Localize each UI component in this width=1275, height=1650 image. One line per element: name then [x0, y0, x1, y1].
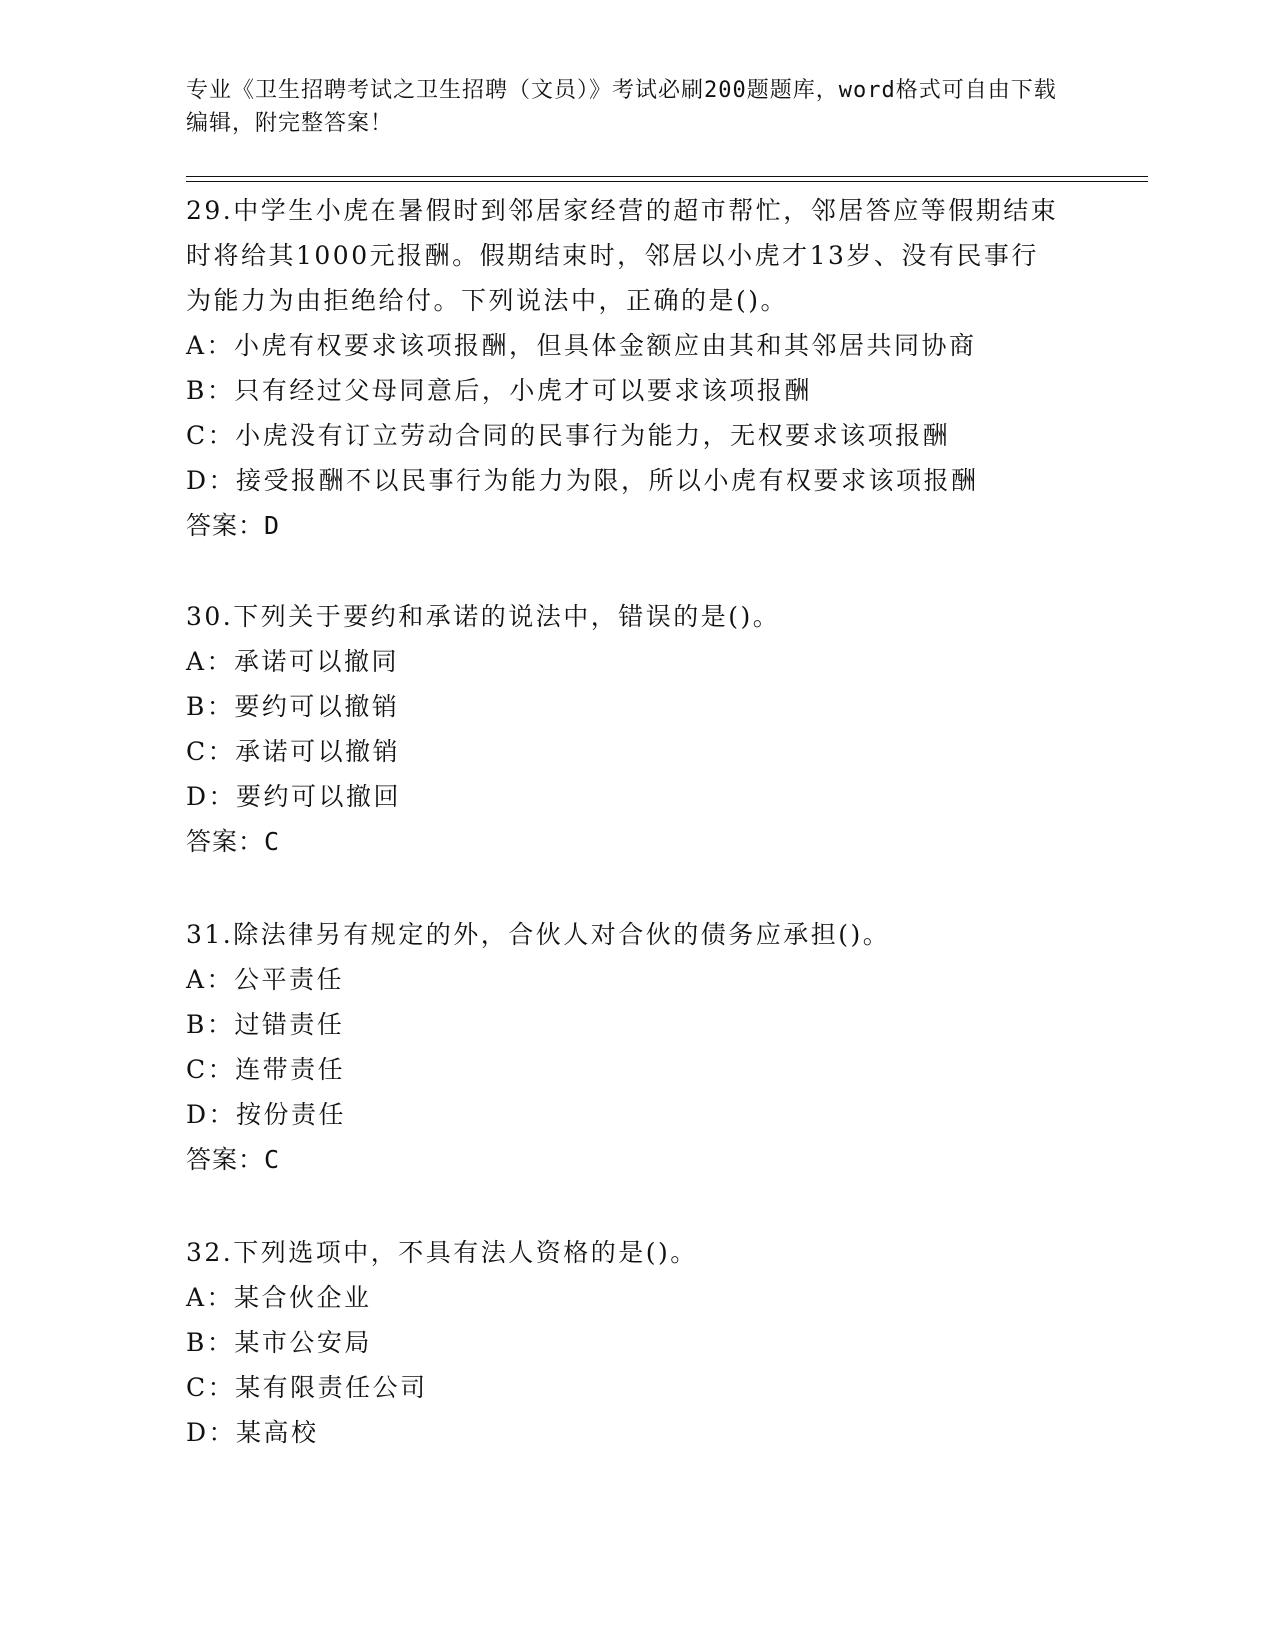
- option-d: D：接受报酬不以民事行为能力为限，所以小虎有权要求该项报酬: [186, 466, 979, 495]
- option-c: C：承诺可以撤销: [186, 737, 401, 766]
- option-a: A：小虎有权要求该项报酬，但具体金额应由其和其邻居共同协商: [186, 331, 977, 360]
- option-d: D：按份责任: [186, 1100, 347, 1129]
- document-header: 专业《卫生招聘考试之卫生招聘（文员）》考试必刷200题题库，word格式可自由下载编辑，附完整答案！: [186, 78, 1057, 136]
- option-b: B：某市公安局: [186, 1328, 372, 1357]
- answer-value: D: [264, 511, 281, 540]
- answer-label: 答案：: [186, 1145, 265, 1174]
- answer-line: [186, 819, 1086, 864]
- option-b: B：要约可以撤销: [186, 692, 400, 721]
- answer-line: [186, 503, 1086, 548]
- question-29: [186, 188, 1086, 548]
- option-a: A：某合伙企业: [186, 1283, 372, 1312]
- question-stem: 31.除法律另有规定的外，合伙人对合伙的债务应承担()。: [186, 920, 891, 949]
- question-stem: 32.下列选项中，不具有法人资格的是()。: [186, 1238, 698, 1267]
- question-30: [186, 594, 1086, 864]
- answer-value: C: [264, 1145, 281, 1174]
- answer-line: [186, 1137, 1086, 1182]
- option-d: D：要约可以撤回: [186, 782, 402, 811]
- question-stem: 30.下列关于要约和承诺的说法中，错误的是()。: [186, 602, 781, 631]
- answer-label: 答案：: [186, 511, 265, 540]
- question-31: [186, 912, 1086, 1182]
- option-c: C：某有限责任公司: [186, 1373, 428, 1402]
- question-32: [186, 1230, 1086, 1455]
- option-b: B：过错责任: [186, 1010, 345, 1039]
- option-c: C：小虎没有订立劳动合同的民事行为能力，无权要求该项报酬: [186, 421, 951, 450]
- option-d: D：某高校: [186, 1418, 319, 1447]
- option-a: A：承诺可以撤同: [186, 647, 400, 676]
- option-b: B：只有经过父母同意后，小虎才可以要求该项报酬: [186, 376, 812, 405]
- header-rule-bottom: [186, 181, 1148, 182]
- header-rule-top: [186, 176, 1148, 177]
- option-a: A：公平责任: [186, 965, 345, 994]
- question-stem: 29.中学生小虎在暑假时到邻居家经营的超市帮忙，邻居答应等假期结束时将给其1000元报酬。假期结束时，邻居以小虎才13岁、没有民事行为能力为由拒绝给付。下列说法中，正确的是()。: [186, 196, 1059, 315]
- answer-label: 答案：: [186, 827, 265, 856]
- option-c: C：连带责任: [186, 1055, 346, 1084]
- answer-value: C: [264, 827, 281, 856]
